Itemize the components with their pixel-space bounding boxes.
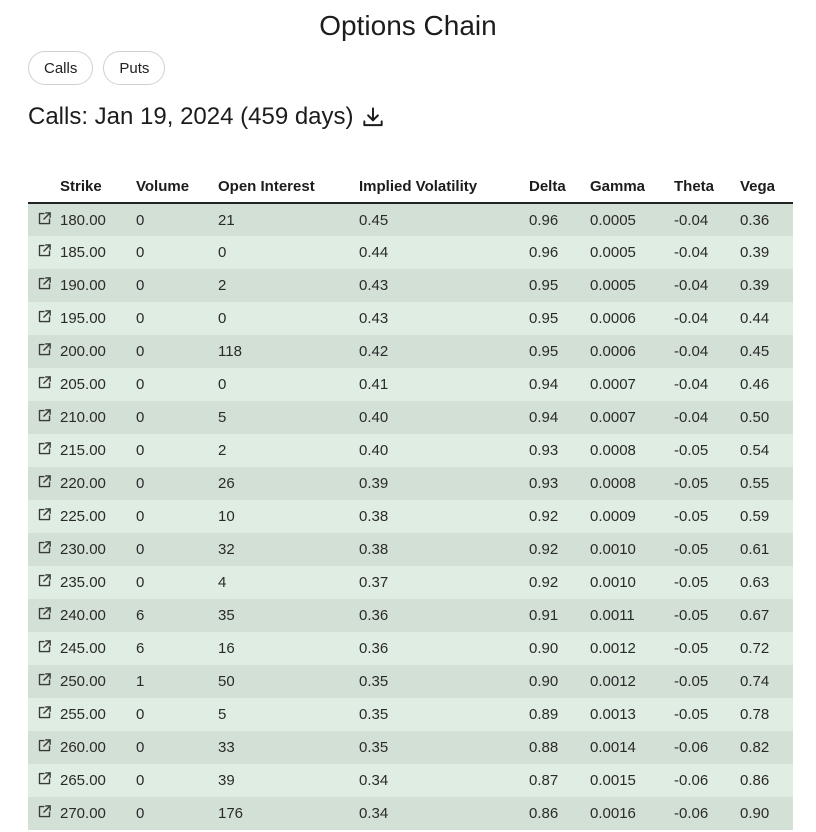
- cell-delta: 0.95: [529, 310, 559, 327]
- cell-strike: 205.00: [60, 376, 106, 393]
- cell-vega: 0.90: [740, 805, 770, 822]
- cell-implied-volatility: 0.40: [359, 442, 389, 459]
- cell-vega: 0.63: [740, 574, 770, 591]
- cell-gamma: 0.0008: [590, 475, 636, 492]
- cell-theta: -0.06: [674, 805, 709, 822]
- cell-theta: -0.05: [674, 607, 709, 624]
- cell-implied-volatility: 0.35: [359, 739, 389, 756]
- cell-vega: 0.78: [740, 706, 770, 723]
- cell-open-interest: 118: [218, 343, 242, 360]
- cell-open-interest: 32: [218, 541, 235, 558]
- cell-delta: 0.92: [529, 574, 559, 591]
- cell-implied-volatility: 0.43: [359, 310, 389, 327]
- cell-volume: 0: [136, 508, 145, 525]
- cell-open-interest: 35: [218, 607, 235, 624]
- cell-strike: 260.00: [60, 739, 106, 756]
- cell-implied-volatility: 0.36: [359, 607, 389, 624]
- cell-open-interest: 5: [218, 706, 227, 723]
- external-link-icon[interactable]: [37, 342, 52, 357]
- cell-delta: 0.92: [529, 508, 559, 525]
- cell-vega: 0.67: [740, 607, 770, 624]
- external-link-icon[interactable]: [37, 375, 52, 390]
- table-row[interactable]: [28, 665, 793, 698]
- cell-theta: -0.05: [674, 442, 709, 459]
- table-row[interactable]: [28, 533, 793, 566]
- col-header-open-interest[interactable]: Open Interest: [218, 170, 359, 203]
- cell-volume: 0: [136, 805, 145, 822]
- row-link-cell: [28, 434, 60, 467]
- table-row[interactable]: [28, 599, 793, 632]
- cell-implied-volatility: 0.41: [359, 376, 389, 393]
- cell-implied-volatility: 0.36: [359, 640, 389, 657]
- cell-gamma: 0.0007: [590, 409, 636, 426]
- row-link-cell: [28, 335, 60, 368]
- cell-gamma: 0.0010: [590, 541, 636, 558]
- row-link-cell: [28, 632, 60, 665]
- cell-theta: -0.05: [674, 640, 709, 657]
- cell-volume: 0: [136, 739, 145, 756]
- col-header-volume[interactable]: Volume: [136, 170, 218, 203]
- table-row[interactable]: [28, 764, 793, 797]
- cell-theta: -0.05: [674, 574, 709, 591]
- col-header-vega[interactable]: Vega: [740, 170, 793, 203]
- table-row[interactable]: [28, 500, 793, 533]
- section-heading: Calls: Jan 19, 2024 (459 days): [28, 103, 354, 130]
- row-link-cell: [28, 764, 60, 797]
- cell-gamma: 0.0009: [590, 508, 636, 525]
- cell-vega: 0.39: [740, 244, 770, 261]
- cell-gamma: 0.0013: [590, 706, 636, 723]
- cell-open-interest: 50: [218, 673, 235, 690]
- cell-strike: 265.00: [60, 772, 106, 789]
- cell-volume: 0: [136, 409, 145, 426]
- row-link-cell: [28, 203, 60, 236]
- cell-strike: 210.00: [60, 409, 106, 426]
- external-link-icon[interactable]: [37, 441, 52, 456]
- section-heading-row: [28, 103, 386, 131]
- cell-gamma: 0.0005: [590, 211, 636, 229]
- cell-open-interest: 176: [218, 805, 244, 822]
- cell-implied-volatility: 0.38: [359, 508, 389, 525]
- cell-implied-volatility: 0.45: [359, 211, 389, 229]
- col-header-theta[interactable]: Theta: [674, 170, 740, 203]
- cell-strike: 230.00: [60, 541, 106, 558]
- cell-strike: 185.00: [60, 244, 106, 261]
- cell-volume: 0: [136, 541, 145, 558]
- cell-implied-volatility: 0.35: [359, 673, 389, 690]
- external-link-icon[interactable]: [37, 408, 52, 423]
- cell-vega: 0.54: [740, 442, 770, 459]
- cell-volume: 0: [136, 244, 145, 261]
- cell-theta: -0.04: [674, 376, 709, 393]
- table-header-row: [28, 170, 793, 203]
- cell-gamma: 0.0014: [590, 739, 636, 756]
- external-link-icon[interactable]: [37, 211, 52, 226]
- cell-open-interest: 21: [218, 211, 235, 229]
- cell-open-interest: 33: [218, 739, 235, 756]
- cell-delta: 0.92: [529, 541, 559, 558]
- cell-delta: 0.96: [529, 244, 559, 261]
- external-link-icon[interactable]: [37, 507, 52, 522]
- cell-delta: 0.87: [529, 772, 559, 789]
- cell-theta: -0.06: [674, 772, 709, 789]
- table-row[interactable]: [28, 368, 793, 401]
- cell-gamma: 0.0005: [590, 277, 636, 294]
- cell-vega: 0.82: [740, 739, 770, 756]
- external-link-icon[interactable]: [37, 309, 52, 324]
- cell-vega: 0.59: [740, 508, 770, 525]
- cell-volume: 0: [136, 442, 145, 459]
- cell-strike: 190.00: [60, 277, 106, 294]
- options-table: [28, 170, 793, 830]
- cell-vega: 0.55: [740, 475, 770, 492]
- external-link-icon[interactable]: [37, 606, 52, 621]
- col-header-implied-volatility[interactable]: Implied Volatility: [359, 170, 529, 203]
- col-header-link: [28, 170, 60, 203]
- cell-strike: 215.00: [60, 442, 106, 459]
- cell-vega: 0.46: [740, 376, 770, 393]
- external-link-icon[interactable]: [37, 672, 52, 687]
- table-body: [28, 203, 793, 830]
- table-row[interactable]: [28, 203, 793, 236]
- external-link-icon[interactable]: [37, 540, 52, 555]
- cell-theta: -0.04: [674, 211, 709, 229]
- cell-open-interest: 26: [218, 475, 235, 492]
- table-row[interactable]: [28, 236, 793, 269]
- cell-implied-volatility: 0.38: [359, 541, 389, 558]
- cell-strike: 270.00: [60, 805, 106, 822]
- table-row[interactable]: [28, 335, 793, 368]
- cell-strike: 225.00: [60, 508, 106, 525]
- cell-implied-volatility: 0.35: [359, 706, 389, 723]
- table-row[interactable]: [28, 401, 793, 434]
- table-row[interactable]: [28, 566, 793, 599]
- col-header-gamma[interactable]: Gamma: [590, 170, 674, 203]
- table-row[interactable]: [28, 302, 793, 335]
- row-link-cell: [28, 302, 60, 335]
- cell-implied-volatility: 0.34: [359, 772, 389, 789]
- cell-vega: 0.61: [740, 541, 770, 558]
- cell-implied-volatility: 0.44: [359, 244, 389, 261]
- col-header-strike[interactable]: Strike: [60, 170, 136, 203]
- cell-open-interest: 2: [218, 277, 227, 294]
- cell-implied-volatility: 0.40: [359, 409, 389, 426]
- cell-theta: -0.05: [674, 706, 709, 723]
- cell-delta: 0.91: [529, 607, 559, 624]
- cell-implied-volatility: 0.42: [359, 343, 389, 360]
- option-type-tabs: [28, 51, 165, 85]
- cell-gamma: 0.0012: [590, 640, 636, 657]
- cell-open-interest: 2: [218, 442, 227, 459]
- table-row[interactable]: [28, 731, 793, 764]
- row-link-cell: [28, 533, 60, 566]
- row-link-cell: [28, 500, 60, 533]
- cell-open-interest: 0: [218, 376, 227, 393]
- calls-tab[interactable]: Calls: [28, 51, 93, 85]
- cell-strike: 180.00: [60, 211, 106, 229]
- cell-strike: 220.00: [60, 475, 106, 492]
- cell-strike: 240.00: [60, 607, 106, 624]
- cell-gamma: 0.0007: [590, 376, 636, 393]
- cell-delta: 0.86: [529, 805, 559, 822]
- row-link-cell: [28, 698, 60, 731]
- cell-strike: 235.00: [60, 574, 106, 591]
- external-link-icon[interactable]: [37, 804, 52, 819]
- cell-volume: 1: [136, 673, 145, 690]
- cell-delta: 0.90: [529, 673, 559, 690]
- row-link-cell: [28, 731, 60, 764]
- cell-strike: 195.00: [60, 310, 106, 327]
- cell-strike: 245.00: [60, 640, 106, 657]
- cell-delta: 0.96: [529, 211, 559, 229]
- row-link-cell: [28, 401, 60, 434]
- cell-volume: 0: [136, 475, 145, 492]
- cell-theta: -0.05: [674, 475, 709, 492]
- puts-tab[interactable]: Puts: [103, 51, 165, 85]
- cell-volume: 6: [136, 607, 145, 624]
- external-link-icon[interactable]: [37, 474, 52, 489]
- table-row[interactable]: [28, 434, 793, 467]
- table-row[interactable]: [28, 467, 793, 500]
- cell-strike: 255.00: [60, 706, 106, 723]
- cell-strike: 250.00: [60, 673, 106, 690]
- cell-open-interest: 39: [218, 772, 235, 789]
- cell-open-interest: 0: [218, 244, 227, 261]
- cell-open-interest: 4: [218, 574, 227, 591]
- table-row[interactable]: [28, 698, 793, 731]
- table-row[interactable]: [28, 797, 793, 830]
- cell-gamma: 0.0011: [590, 607, 635, 624]
- cell-vega: 0.44: [740, 310, 770, 327]
- cell-vega: 0.36: [740, 211, 770, 229]
- download-icon[interactable]: [360, 104, 386, 130]
- cell-delta: 0.93: [529, 442, 559, 459]
- cell-delta: 0.93: [529, 475, 559, 492]
- cell-vega: 0.45: [740, 343, 770, 360]
- cell-vega: 0.50: [740, 409, 770, 426]
- cell-gamma: 0.0005: [590, 244, 636, 261]
- external-link-icon[interactable]: [37, 705, 52, 720]
- cell-gamma: 0.0010: [590, 574, 636, 591]
- row-link-cell: [28, 269, 60, 302]
- cell-volume: 0: [136, 574, 145, 591]
- cell-volume: 6: [136, 640, 145, 657]
- cell-volume: 0: [136, 343, 145, 360]
- row-link-cell: [28, 599, 60, 632]
- cell-theta: -0.04: [674, 409, 709, 426]
- cell-implied-volatility: 0.43: [359, 277, 389, 294]
- cell-gamma: 0.0015: [590, 772, 636, 789]
- cell-gamma: 0.0012: [590, 673, 636, 690]
- cell-volume: 0: [136, 310, 145, 327]
- cell-implied-volatility: 0.37: [359, 574, 389, 591]
- cell-theta: -0.06: [674, 739, 709, 756]
- cell-delta: 0.95: [529, 277, 559, 294]
- row-link-cell: [28, 797, 60, 830]
- external-link-icon[interactable]: [37, 639, 52, 654]
- row-link-cell: [28, 566, 60, 599]
- cell-vega: 0.72: [740, 640, 770, 657]
- row-link-cell: [28, 665, 60, 698]
- cell-vega: 0.39: [740, 277, 770, 294]
- cell-implied-volatility: 0.34: [359, 805, 389, 822]
- cell-open-interest: 5: [218, 409, 227, 426]
- cell-theta: -0.04: [674, 310, 709, 327]
- external-link-icon[interactable]: [37, 771, 52, 786]
- cell-open-interest: 0: [218, 310, 227, 327]
- cell-open-interest: 10: [218, 508, 235, 525]
- cell-theta: -0.04: [674, 277, 709, 294]
- table-row[interactable]: [28, 632, 793, 665]
- cell-vega: 0.74: [740, 673, 770, 690]
- cell-volume: 0: [136, 772, 145, 789]
- cell-strike: 200.00: [60, 343, 106, 360]
- cell-gamma: 0.0006: [590, 310, 636, 327]
- external-link-icon[interactable]: [37, 573, 52, 588]
- cell-delta: 0.94: [529, 409, 559, 426]
- external-link-icon[interactable]: [37, 243, 52, 258]
- cell-volume: 0: [136, 706, 145, 723]
- cell-theta: -0.04: [674, 244, 709, 261]
- table-row[interactable]: [28, 269, 793, 302]
- cell-vega: 0.86: [740, 772, 770, 789]
- row-link-cell: [28, 467, 60, 500]
- page-title: Options Chain: [319, 10, 497, 41]
- cell-gamma: 0.0008: [590, 442, 636, 459]
- row-link-cell: [28, 236, 60, 269]
- cell-open-interest: 16: [218, 640, 235, 657]
- cell-theta: -0.05: [674, 673, 709, 690]
- cell-volume: 0: [136, 277, 145, 294]
- external-link-icon[interactable]: [37, 738, 52, 753]
- cell-delta: 0.95: [529, 343, 559, 360]
- row-link-cell: [28, 368, 60, 401]
- cell-gamma: 0.0016: [590, 805, 636, 822]
- cell-delta: 0.89: [529, 706, 559, 723]
- col-header-delta[interactable]: Delta: [529, 170, 590, 203]
- cell-theta: -0.05: [674, 541, 709, 558]
- cell-theta: -0.04: [674, 343, 709, 360]
- external-link-icon[interactable]: [37, 276, 52, 291]
- cell-delta: 0.88: [529, 739, 559, 756]
- cell-implied-volatility: 0.39: [359, 475, 389, 492]
- cell-gamma: 0.0006: [590, 343, 636, 360]
- cell-delta: 0.90: [529, 640, 559, 657]
- cell-theta: -0.05: [674, 508, 709, 525]
- cell-volume: 0: [136, 376, 145, 393]
- cell-volume: 0: [136, 211, 145, 229]
- cell-delta: 0.94: [529, 376, 559, 393]
